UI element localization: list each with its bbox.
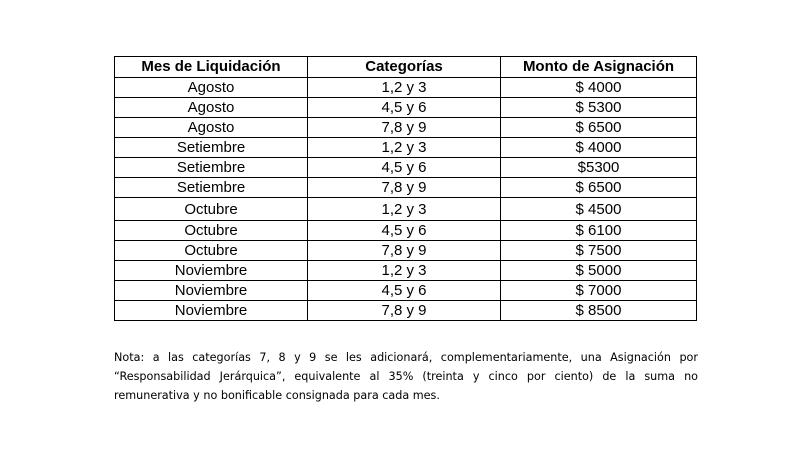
cell-mes: Octubre <box>115 221 308 241</box>
cell-categorias: 7,8 y 9 <box>308 301 501 321</box>
cell-monto: $ 7500 <box>501 241 697 261</box>
cell-categorias: 1,2 y 3 <box>308 138 501 158</box>
cell-mes: Agosto <box>115 78 308 98</box>
cell-mes: Octubre <box>115 241 308 261</box>
cell-mes: Noviembre <box>115 261 308 281</box>
header-monto-asignacion: Monto de Asignación <box>501 57 697 78</box>
cell-mes: Agosto <box>115 98 308 118</box>
cell-monto: $ 4500 <box>501 198 697 221</box>
cell-monto: $ 4000 <box>501 78 697 98</box>
cell-categorias: 1,2 y 3 <box>308 78 501 98</box>
cell-monto: $ 6500 <box>501 118 697 138</box>
cell-mes: Agosto <box>115 118 308 138</box>
asignacion-table-container <box>114 56 697 321</box>
cell-mes: Octubre <box>115 198 308 221</box>
cell-monto: $5300 <box>501 158 697 178</box>
cell-categorias: 7,8 y 9 <box>308 118 501 138</box>
cell-mes: Setiembre <box>115 178 308 198</box>
table-row <box>115 118 697 138</box>
header-mes-liquidacion: Mes de Liquidación <box>115 57 308 78</box>
table-row <box>115 281 697 301</box>
cell-monto: $ 6100 <box>501 221 697 241</box>
table-row <box>115 261 697 281</box>
cell-monto: $ 8500 <box>501 301 697 321</box>
cell-mes: Setiembre <box>115 138 308 158</box>
cell-categorias: 1,2 y 3 <box>308 198 501 221</box>
table-row <box>115 138 697 158</box>
table-row <box>115 241 697 261</box>
asignacion-table <box>114 56 697 321</box>
cell-categorias: 4,5 y 6 <box>308 221 501 241</box>
cell-categorias: 1,2 y 3 <box>308 261 501 281</box>
footnote-text: Nota: a las categorías 7, 8 y 9 se les adicionará, complementariamente, una Asignación por “Responsabilidad Jerárquica”, equivalente al 35% (treinta y cinco por ciento) de la suma no remunerativa y no bonificable consignada para cada mes. <box>114 351 698 402</box>
table-row <box>115 158 697 178</box>
cell-categorias: 7,8 y 9 <box>308 178 501 198</box>
table-row <box>115 198 697 221</box>
cell-mes: Noviembre <box>115 281 308 301</box>
header-categorias: Categorías <box>308 57 501 78</box>
cell-monto: $ 7000 <box>501 281 697 301</box>
cell-monto: $ 6500 <box>501 178 697 198</box>
cell-categorias: 4,5 y 6 <box>308 98 501 118</box>
table-row <box>115 78 697 98</box>
cell-monto: $ 5000 <box>501 261 697 281</box>
table-row <box>115 221 697 241</box>
table-row <box>115 301 697 321</box>
table-row <box>115 178 697 198</box>
cell-monto: $ 5300 <box>501 98 697 118</box>
cell-categorias: 4,5 y 6 <box>308 158 501 178</box>
table-header-row <box>115 57 697 78</box>
cell-mes: Noviembre <box>115 301 308 321</box>
cell-monto: $ 4000 <box>501 138 697 158</box>
table-row <box>115 98 697 118</box>
cell-mes: Setiembre <box>115 158 308 178</box>
cell-categorias: 4,5 y 6 <box>308 281 501 301</box>
cell-categorias: 7,8 y 9 <box>308 241 501 261</box>
